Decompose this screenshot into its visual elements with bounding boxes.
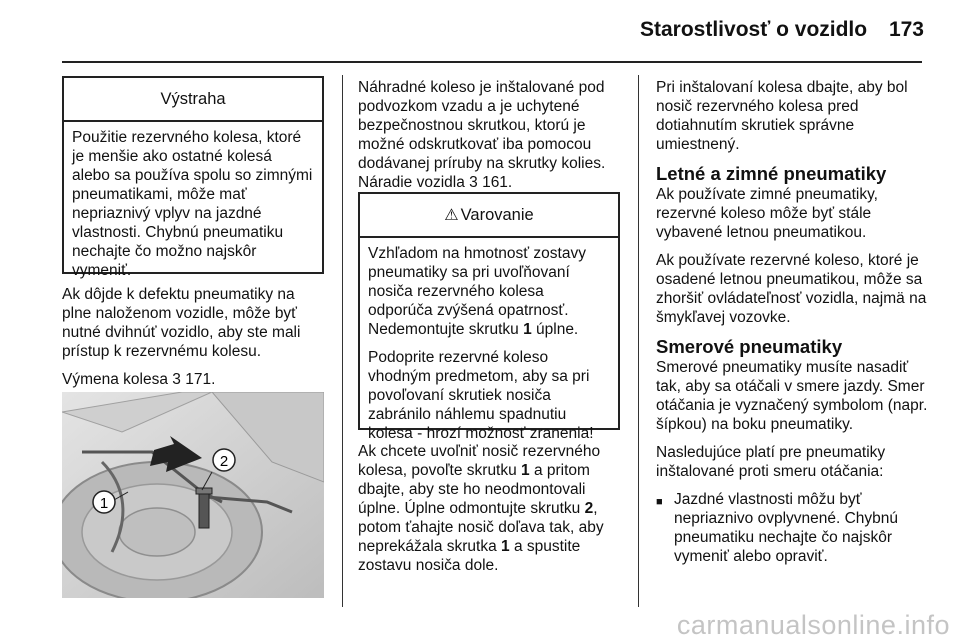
paragraph-release-carrier: Ak chcete uvoľniť nosič rezervného kolesa, povoľte skrutku 1 a pritom dbajte, aby ste ho neodmontovali úplne. Úplne odmontujte skrutku 2, potom ťahajte nosič doľava tak, aby neprekážala skrutka 1 a spustite zostavu nosiča dole. <box>358 443 604 574</box>
callout-1-label: 1 <box>99 495 109 512</box>
spare-wheel-carrier-illustration <box>62 392 324 598</box>
bullet-text: Jazdné vlastnosti môžu byť nepriaznivo ovplyvnené. Chybnú pneumatiku nechajte čo najskôr vymeniť alebo opraviť. <box>674 491 899 565</box>
paragraph-against-rotation: Nasledujúce platí pre pneumatiky inštalované proti smeru otáčania: <box>656 444 886 480</box>
column-divider-right <box>638 75 639 607</box>
column3-text <box>656 78 928 566</box>
warning-box-varovanie-head <box>360 194 618 238</box>
heading-directional-tyres: Smerové pneumatiky <box>656 336 843 357</box>
paragraph-defect: Ak dôjde k defektu pneumatiky na plne naloženom vozidle, môže byť nutné dvihnúť vozidlo, aby ste mali prístup k rezervnému kolesu. <box>62 286 301 360</box>
page-number: 173 <box>888 18 924 41</box>
bullet-item <box>656 490 928 566</box>
paragraph-directional-tyres: Smerové pneumatiky musíte nasadiť tak, aby sa otáčali v smere jazdy. Smer otáčania je vyznačený symbolom (napr. šípkou) na boku pneumatiky. <box>656 359 928 433</box>
warning-box-text: Použitie rezervného kolesa, ktoré je menšie ako ostatné kolesá alebo sa používa spolu so zimnými pneumatikami, môže mať nepriaznivý vplyv na jazdné vlastnosti. Chybnú pneumatiku nechajte čo možno najskôr vymeniť. <box>72 129 313 279</box>
carrier-drawing <box>62 392 324 598</box>
paragraph-summer-spare: Ak používate rezervné koleso, ktoré je osadené letnou pneumatikou, môže sa zhoršiť ovládateľnosť vozidla, najmä na šmykľavej vozovke. <box>656 252 927 326</box>
page-header-title: Starostlivosť o vozidlo <box>640 18 868 41</box>
warning-box-title: Výstraha <box>64 78 322 122</box>
column2-intro <box>358 78 620 201</box>
warning-varovanie-text-2: Podoprite rezervné koleso vhodným predmetom, aby sa pri povoľovaní skrutiek nosiča zabránilo náhlemu spadnutiu kolesa - hrozí možnosť zranenia! <box>368 349 594 442</box>
column2-instructions <box>358 442 620 584</box>
paragraph-wheel-change-ref: Výmena kolesa 3 171. <box>62 371 216 388</box>
paragraph-winter-tyres: Ak používate zimné pneumatiky, rezervné koleso môže byť stále vybavené letnou pneumatikou. <box>656 186 878 241</box>
column1-text <box>62 285 324 398</box>
warning-triangle-icon: ⚠ <box>444 207 459 224</box>
warning-box-varovanie <box>358 192 620 442</box>
warning-box-varovanie-title: Varovanie <box>460 205 534 224</box>
paragraph-install-carrier: Pri inštalovaní kolesa dbajte, aby bol nosič rezervného kolesa pred dotiahnutím skrutiek správne umiestnený. <box>656 79 908 153</box>
heading-summer-winter-tyres: Letné a zimné pneumatiky <box>656 163 887 184</box>
warning-box-vystraha <box>62 76 324 279</box>
warning-varovanie-text-1: Vzhľadom na hmotnosť zostavy pneumatiky sa pri uvoľňovaní nosiča rezervného kolesa odporúča zvýšená opatrnosť. Nedemontujte skrutku 1 úplne. <box>368 245 586 338</box>
watermark: carmanualsonline.info <box>676 610 950 640</box>
bullet-square-icon: ■ <box>656 496 663 508</box>
paragraph-spare-location: Náhradné koleso je inštalované pod podvozkom vzadu a je uchytené bezpečnostnou skrutkou, ktorú je možné odskrutkovať iba pomocou dodávanej príruby na skrutky kolies. Náradie vozidla 3 161. <box>358 79 606 191</box>
header-divider <box>62 61 922 63</box>
column-divider-left <box>342 75 343 607</box>
callout-2-label: 2 <box>219 453 229 470</box>
